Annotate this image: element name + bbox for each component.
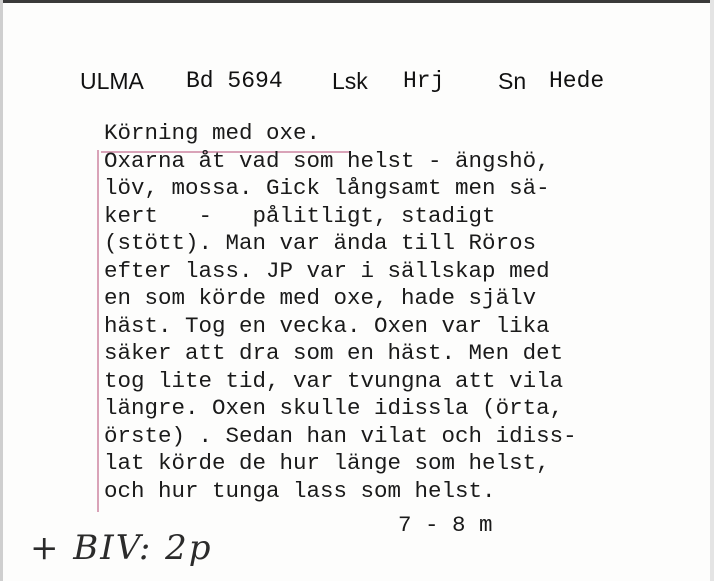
record-line: (stött). Man var ända till Röros (104, 230, 537, 256)
parish-label: Sn (498, 68, 527, 94)
record-line: tog lite tid, var tvungna att vila (104, 367, 564, 394)
record-line: säker att dra som en häst. Men det (104, 340, 564, 366)
record-line: längre. Oxen skulle idissla (örta, (104, 395, 564, 421)
card-top-edge (0, 0, 714, 3)
county-value: Hrj (403, 68, 445, 94)
record-line: kert - pålitligt, stadigt (104, 202, 496, 229)
record-line: lat körde de hur länge som helst, (104, 450, 550, 476)
page-range: 7 - 8 m (398, 512, 493, 538)
record-line: löv, mossa. Gick långsamt men sä- (104, 175, 550, 201)
record-line: örste) . Sedan han vilat och idiss- (104, 422, 577, 449)
card-header (0, 66, 714, 98)
record-line: och hur tunga lass som helst. (104, 477, 496, 504)
parish-value: Hede (549, 68, 605, 94)
county-label: Lsk (332, 68, 368, 94)
record-line: Oxarna åt vad som helst - ängshö, (104, 147, 550, 174)
margin-rule (97, 150, 99, 512)
archive-code: ULMA (80, 68, 144, 94)
record-title: Körning med oxe. (104, 120, 321, 146)
record-text (104, 120, 704, 505)
handwritten-annotation: + BIV: 2p (30, 528, 213, 568)
record-line: en som körde med oxe, hade själv (104, 285, 537, 311)
record-line: efter lass. JP var i sällskap med (104, 257, 550, 284)
volume-number: Bd 5694 (186, 68, 283, 94)
record-line: häst. Tog en vecka. Oxen var lika (104, 312, 550, 339)
